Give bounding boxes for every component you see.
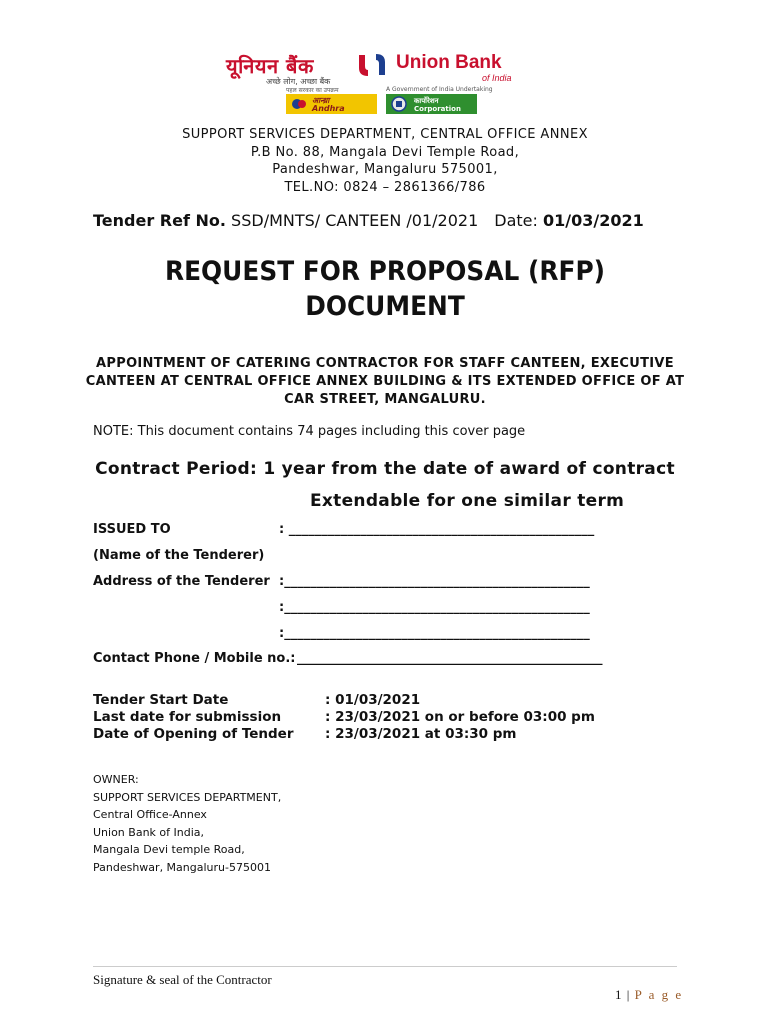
tender-ref-value: SSD/MNTS/ CANTEEN /01/2021	[225, 211, 479, 230]
tenderer-name-label: (Name of the Tenderer)	[93, 548, 265, 563]
logo-tag-hindi: पहल सरकार का उपक्रम	[286, 87, 339, 94]
document-title	[31, 254, 739, 324]
owner-line-3: Central Office-Annex	[93, 808, 207, 821]
andhra-label: Andhra	[312, 104, 345, 113]
owner-line-2: SUPPORT SERVICES DEPARTMENT,	[93, 790, 282, 804]
address-field-3[interactable]: :_______________________________________________	[279, 626, 590, 641]
andhra-emblem-icon	[291, 97, 307, 111]
contact-label: Contact Phone / Mobile no.:	[93, 651, 296, 666]
logo-tag-english: A Government of India Undertaking	[386, 86, 493, 93]
andhra-hindi-label: आन्ध्रा	[312, 96, 330, 105]
tender-reference	[93, 211, 644, 230]
opening-date-label: Date of Opening of Tender	[93, 726, 294, 742]
address-line-1: SUPPORT SERVICES DEPARTMENT, CENTRAL OFFICE ANNEX	[182, 127, 588, 142]
subject-line-2: CANTEEN AT CENTRAL OFFICE ANNEX BUILDING & ITS EXTENDED OFFICE OF AT	[85, 374, 685, 389]
issued-to-field[interactable]: : _______________________________________________	[279, 522, 595, 537]
issued-to-label: ISSUED TO	[93, 522, 171, 537]
page-word: P a g e	[634, 987, 684, 1002]
owner-block	[93, 771, 281, 876]
union-bank-logo-icon	[355, 52, 389, 78]
title-line-1: REQUEST FOR PROPOSAL (RFP)	[164, 256, 606, 287]
tender-date-value: 01/03/2021	[542, 211, 644, 230]
logo-hindi-name: यूनियन बैंक	[226, 54, 314, 78]
start-date-label: Tender Start Date	[93, 692, 229, 708]
opening-date-value: : 23/03/2021 at 03:30 pm	[325, 726, 517, 742]
owner-line-5: Mangala Devi temple Road,	[93, 843, 245, 856]
signature-caption: Signature & seal of the Contractor	[93, 972, 272, 987]
subject-block	[0, 355, 770, 409]
page-separator: |	[626, 987, 631, 1002]
address-field-2[interactable]: :_______________________________________________	[279, 600, 590, 615]
submission-date-value: : 23/03/2021 on or before 03:00 pm	[325, 709, 595, 725]
tender-date-label: Date:	[494, 211, 543, 230]
start-date-value: : 01/03/2021	[325, 692, 421, 708]
andhra-bank-logo	[286, 94, 377, 114]
contract-period: Contract Period: 1 year from the date of award of contract	[95, 459, 675, 479]
corporation-emblem-icon	[391, 96, 407, 112]
owner-line-6: Pandeshwar, Mangaluru-575001	[93, 860, 271, 874]
logo-bank-sub: of India	[482, 73, 512, 83]
logo-bank-name: Union Bank	[396, 52, 502, 73]
submission-date-label: Last date for submission	[93, 709, 282, 725]
tender-ref-label: Tender Ref No.	[93, 211, 226, 230]
footer-divider	[93, 966, 677, 967]
owner-line-1: OWNER:	[93, 773, 139, 786]
corporation-bank-logo	[386, 94, 477, 114]
department-address	[0, 126, 770, 196]
logo-hindi-tagline: अच्छे लोग, अच्छा बैंक	[266, 77, 331, 86]
address-line-3: Pandeshwar, Mangaluru 575001,	[272, 162, 498, 177]
title-line-2: DOCUMENT	[305, 291, 465, 322]
address-label: Address of the Tenderer	[93, 574, 270, 589]
subject-line-3: CAR STREET, MANGALURU.	[284, 392, 486, 407]
address-line-4: TEL.NO: 0824 – 2861366/786	[284, 179, 486, 195]
owner-line-4: Union Bank of India,	[93, 825, 204, 839]
bank-logo	[220, 42, 546, 114]
contact-field[interactable]: _______________________________________________	[297, 651, 603, 666]
corp-hindi-label: कार्पोरेशन	[414, 97, 439, 105]
page-number	[615, 987, 683, 1003]
address-line-2: P.B No. 88, Mangala Devi Temple Road,	[250, 144, 520, 160]
page-count-note: NOTE: This document contains 74 pages including this cover page	[93, 424, 526, 439]
corp-label: Corporation	[414, 105, 461, 113]
subject-line-1: APPOINTMENT OF CATERING CONTRACTOR FOR STAFF CANTEEN, EXECUTIVE	[96, 356, 674, 371]
page-number-value: 1	[615, 987, 623, 1002]
contract-extension: Extendable for one similar term	[310, 491, 625, 511]
address-field-1[interactable]: :_______________________________________________	[279, 574, 590, 589]
